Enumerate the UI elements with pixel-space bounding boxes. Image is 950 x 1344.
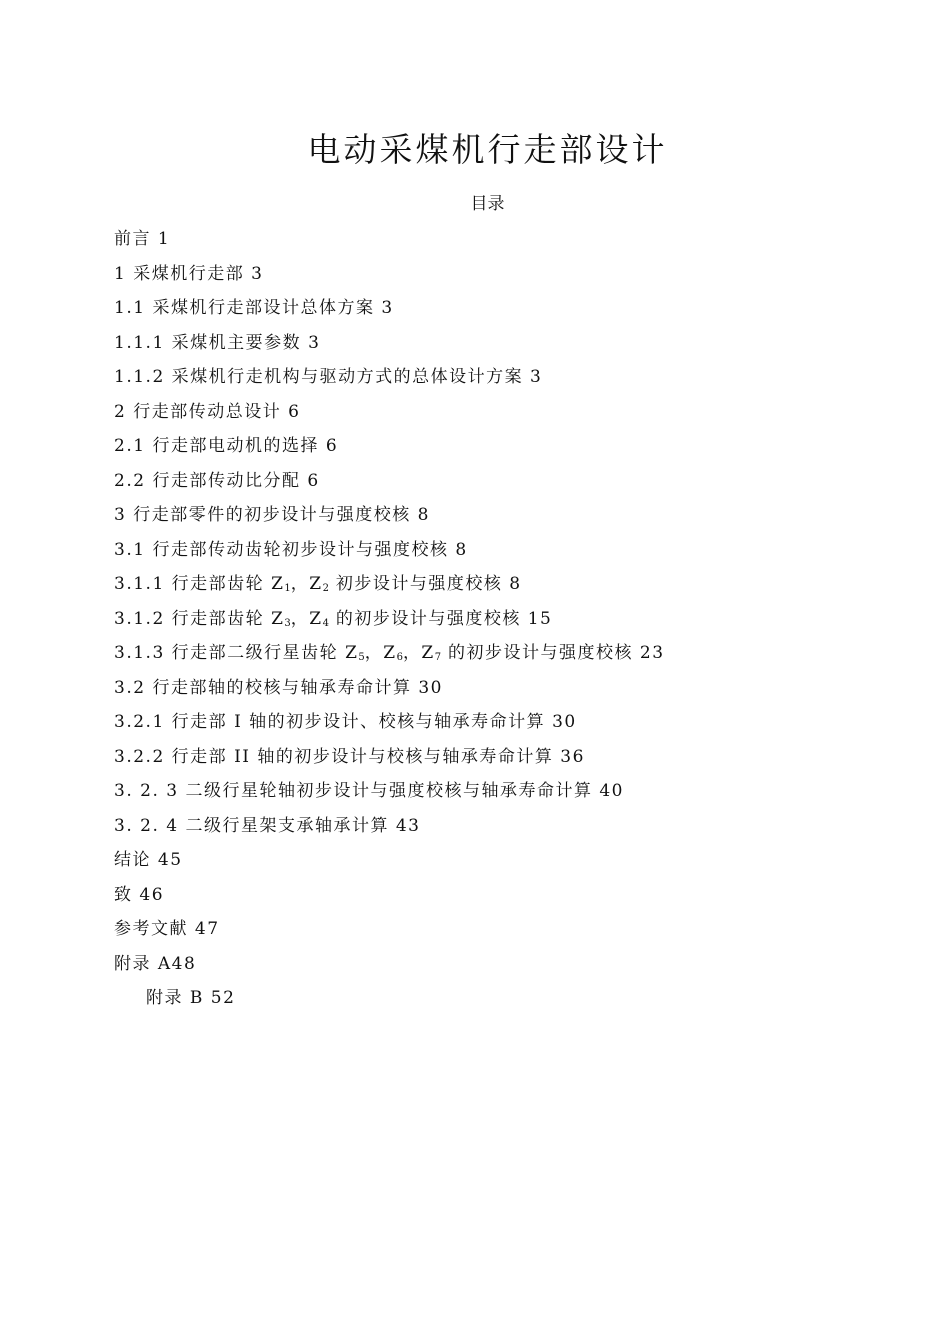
toc-heading: 目录: [470, 194, 505, 214]
toc-entry[interactable]: 1.1 采煤机行走部设计总体方案 3: [114, 298, 394, 318]
toc-entry[interactable]: 1 采煤机行走部 3: [114, 263, 264, 284]
toc-entry-subscript: 2: [322, 583, 329, 594]
toc-entry-text: 初步设计与强度校核 8: [328, 574, 522, 594]
toc-entry[interactable]: 1.1.2 采煤机行走机构与驱动方式的总体设计方案 3: [114, 367, 543, 387]
toc-entry-subscript: 3: [284, 617, 291, 629]
toc-entry-subscript: 7: [434, 652, 442, 663]
toc-entry-subscript: 1: [284, 583, 291, 594]
toc-entry[interactable]: 3.2 行走部轴的校核与轴承寿命计算 30: [114, 677, 443, 698]
toc-entry[interactable]: 3.2.2 行走部 II 轴的初步设计与校核与轴承寿命计算 36: [114, 746, 585, 767]
toc-entry[interactable]: 2.1 行走部电动机的选择 6: [114, 436, 339, 456]
toc-entry-subscript: 6: [396, 652, 403, 663]
toc-entry[interactable]: 1.1.1 采煤机主要参数 3: [114, 332, 321, 353]
toc-entry-text: ，Z: [290, 608, 323, 629]
toc-entry[interactable]: 参考文献 47: [114, 919, 220, 939]
toc-entry[interactable]: 附录 B 52: [146, 988, 236, 1008]
toc-entry[interactable]: [114, 606, 894, 641]
toc-entry[interactable]: 3.1 行走部传动齿轮初步设计与强度校核 8: [114, 539, 468, 560]
toc-entry-text: 3.1.1 行走部齿轮 Z: [114, 574, 285, 594]
toc-entry-text: ，Z: [290, 574, 323, 594]
toc-entry-text: ，Z: [402, 643, 435, 663]
toc-entry[interactable]: 致 46: [114, 884, 165, 905]
toc-entry[interactable]: [114, 640, 894, 675]
toc-entry-text: 3.1.2 行走部齿轮 Z: [114, 608, 285, 629]
toc-entry[interactable]: 3. 2. 4 二级行星架支承轴承计算 43: [114, 815, 421, 836]
toc-entry[interactable]: 2.2 行走部传动比分配 6: [114, 470, 320, 491]
toc-entry[interactable]: [114, 571, 894, 606]
toc-entry[interactable]: 2 行走部传动总设计 6: [114, 401, 301, 422]
toc-entry[interactable]: 3.2.1 行走部 I 轴的初步设计、校核与轴承寿命计算 30: [114, 712, 577, 732]
toc-entry-subscript: 5: [358, 652, 365, 663]
toc-entry-text: 的初步设计与强度校核 23: [441, 643, 665, 663]
toc-entry-text: 3.1.3 行走部二级行星齿轮 Z: [114, 643, 359, 663]
toc-entry-subscript: 4: [322, 617, 329, 629]
toc-entry-text: ，Z: [364, 643, 397, 663]
table-of-contents: [114, 226, 894, 1020]
toc-entry[interactable]: 结论 45: [114, 850, 183, 870]
toc-entry[interactable]: 附录 A48: [114, 953, 197, 974]
document-title: 电动采煤机行走部设计: [307, 130, 668, 169]
toc-entry[interactable]: 3. 2. 3 二级行星轮轴初步设计与强度校核与轴承寿命计算 40: [114, 781, 625, 801]
toc-entry[interactable]: 3 行走部零件的初步设计与强度校核 8: [114, 505, 430, 525]
toc-entry-text: 的初步设计与强度校核 15: [328, 608, 553, 629]
toc-entry[interactable]: 前言 1: [114, 229, 171, 249]
